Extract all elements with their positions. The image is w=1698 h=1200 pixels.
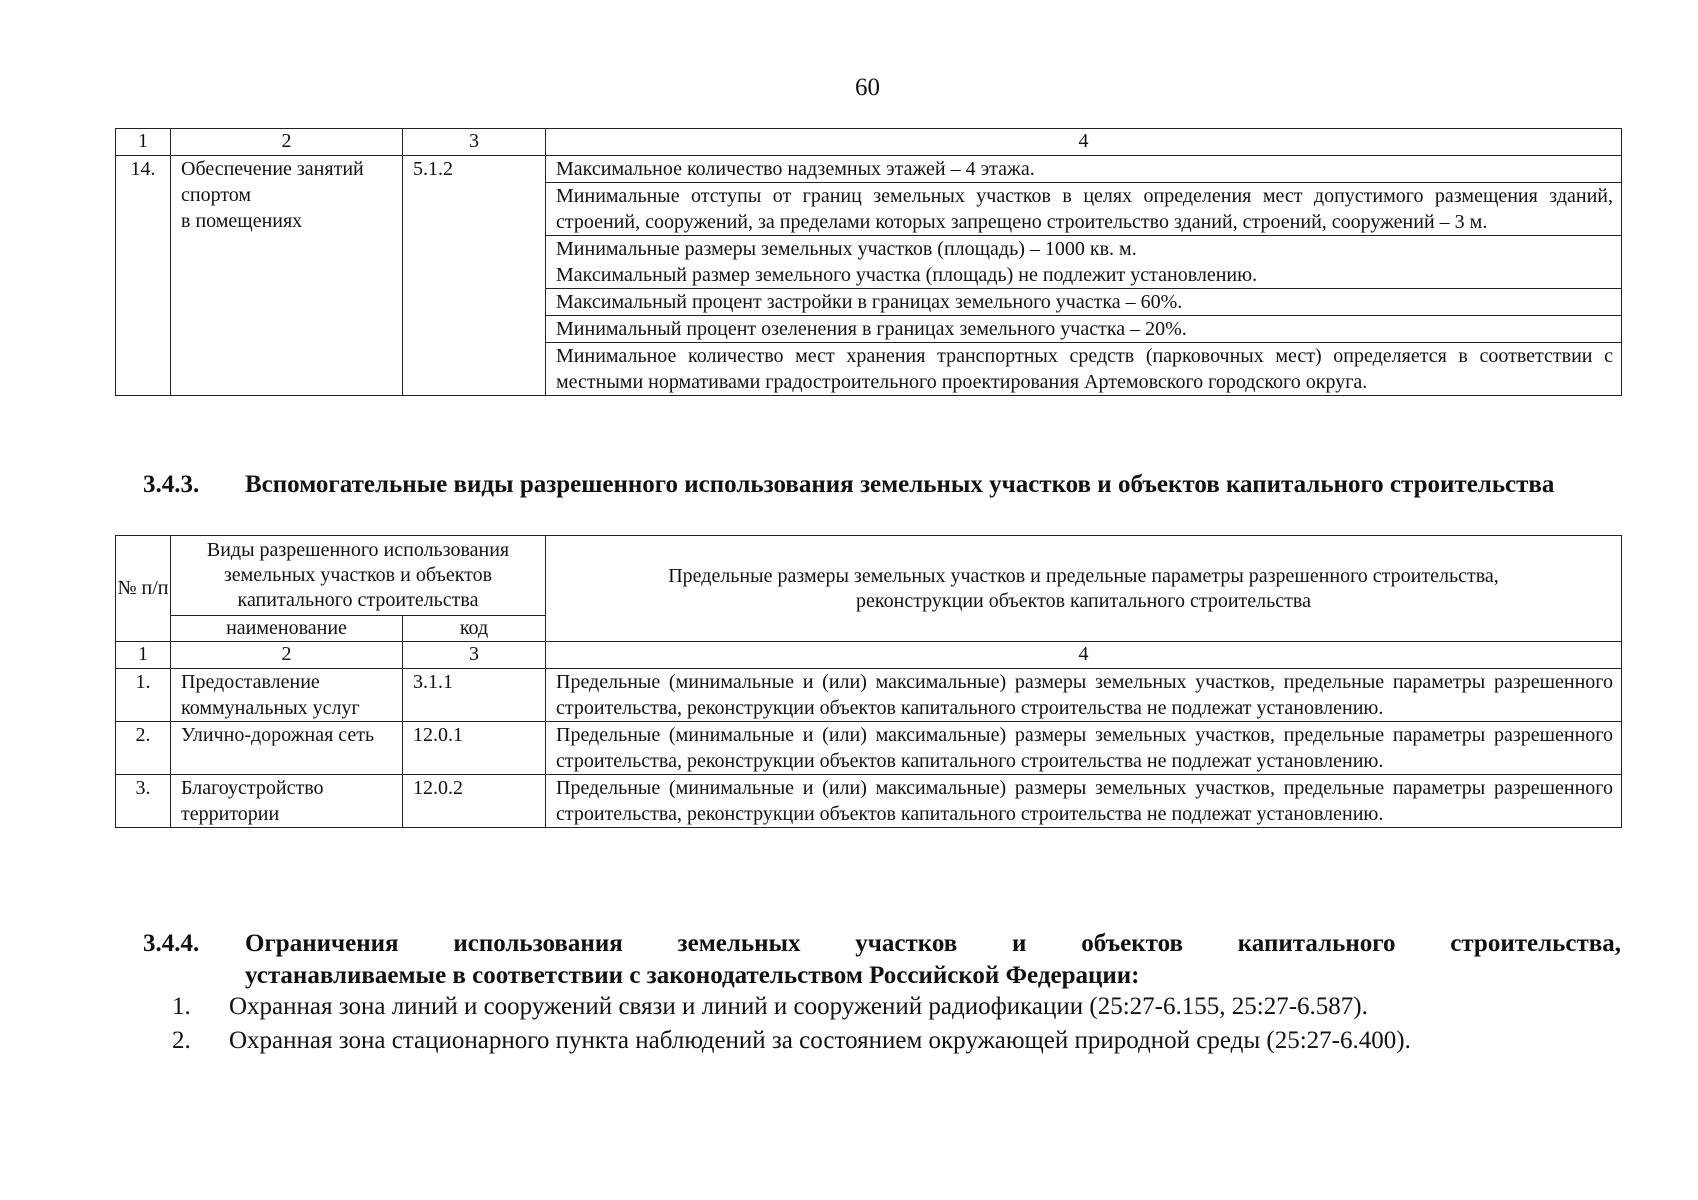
section-title-line: Ограничения использования земельных участков и объектов капитального строительства, [245,930,1621,957]
param-parking: Минимальное количество мест хранения транспортных средств (парковочных мест) определяется в соответствии с местными нормативами градостроительного проектирования Артемовского городского округа. [546,343,1622,396]
column-number: 2 [171,642,403,669]
table-row [116,669,1622,722]
use-type-params: Предельные (минимальные и (или) максимальные) размеры земельных участков, предельные параметры разрешенного строительства, реконструкции объектов капитального строительства не подлежат установлению. [546,775,1622,828]
param-plot-size [546,236,1622,289]
column-number: 4 [546,129,1622,156]
use-type-name-line: в помещениях [181,210,303,232]
header-use-types: Виды разрешенного использования земельных участков и объектов капитального строительства [171,536,546,616]
row-number: 2. [116,722,171,775]
row-number: 14. [116,156,171,396]
param-min-setbacks: Минимальные отступы от границ земельных участков в целях определения мест допустимого размещения зданий, строений, сооружений, за пределами которых запрещено строительство зданий, строений, сооружений – 3 м. [546,183,1622,236]
param-max-building-percent: Максимальный процент застройки в границах земельного участка – 60%. [546,289,1622,316]
section-title [245,928,1621,992]
use-type-code: 12.0.1 [403,722,546,775]
section-heading-3-4-4 [143,928,1621,992]
use-type-name: Предоставление коммунальных услуг [171,669,403,722]
list-item-number: 2. [172,1027,191,1054]
use-type-name-line: спортом [181,184,252,206]
column-number: 3 [403,129,546,156]
param-min-plot-size: Минимальные размеры земельных участков (площадь) – 1000 кв. м. [556,238,1137,260]
list-item-number: 1. [172,993,191,1020]
list-item [172,990,1411,1024]
column-number: 4 [546,642,1622,669]
param-max-plot-size: Максимальный размер земельного участка (площадь) не подлежит установлению. [556,264,1258,286]
use-type-code: 5.1.2 [403,156,546,396]
section-heading-3-4-3 [143,469,1621,501]
param-max-floors: Максимальное количество надземных этажей – 4 этажа. [546,156,1622,183]
page-number: 60 [855,74,880,101]
table-header-row [116,536,1622,616]
header-name: наименование [171,616,403,642]
list-item-text: Охранная зона линий и сооружений связи и линий и сооружений радиофикации (25:27-6.155, 25:27-6.587). [229,993,1368,1020]
table-main-use-continuation [115,128,1622,396]
column-number: 1 [116,129,171,156]
use-type-code: 12.0.2 [403,775,546,828]
table-column-numbers-row [116,642,1622,669]
list-item-text: Охранная зона стационарного пункта наблюдений за состоянием окружающей природной среды (25:27-6.400). [229,1027,1411,1054]
column-number: 3 [403,642,546,669]
restrictions-list [172,990,1411,1058]
section-number: 3.4.3. [143,471,200,498]
use-type-name: Благоустройство территории [171,775,403,828]
param-min-greenery-percent: Минимальный процент озеленения в границах земельного участка – 20%. [546,316,1622,343]
section-title-line: устанавливаемые в соответствии с законодательством Российской Федерации: [245,962,1140,989]
row-number: 1. [116,669,171,722]
use-type-code: 3.1.1 [403,669,546,722]
table-auxiliary-use-header [115,535,1622,642]
table-column-numbers-row [116,129,1622,156]
section-number: 3.4.4. [143,930,200,957]
table-auxiliary-use [115,641,1622,828]
header-num: № п/п [116,536,171,642]
section-title: Вспомогательные виды разрешенного использования земельных участков и объектов капитального строительства [245,471,1555,498]
use-type-name [171,156,403,396]
column-number: 1 [116,642,171,669]
use-type-name: Улично-дорожная сеть [171,722,403,775]
table-row [116,722,1622,775]
row-number: 3. [116,775,171,828]
table-row [116,156,1622,183]
use-type-name-line: Обеспечение занятий [181,158,364,180]
header-limits: Предельные размеры земельных участков и предельные параметры разрешенного строительства, реконструкции объектов капитального строительства [546,536,1622,642]
list-item [172,1024,1411,1058]
use-type-params: Предельные (минимальные и (или) максимальные) размеры земельных участков, предельные параметры разрешенного строительства, реконструкции объектов капитального строительства не подлежат установлению. [546,669,1622,722]
column-number: 2 [171,129,403,156]
header-code: код [403,616,546,642]
table-row [116,775,1622,828]
use-type-params: Предельные (минимальные и (или) максимальные) размеры земельных участков, предельные параметры разрешенного строительства, реконструкции объектов капитального строительства не подлежат установлению. [546,722,1622,775]
